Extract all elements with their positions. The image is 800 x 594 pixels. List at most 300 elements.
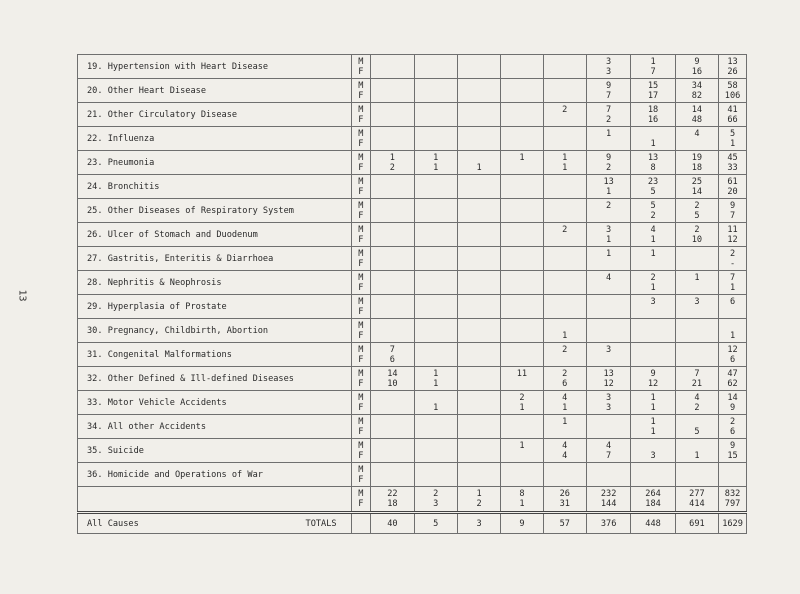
sex-total-cell-f: 184	[645, 499, 661, 509]
all-causes-wrap	[87, 519, 351, 529]
value-cell-m	[544, 273, 586, 283]
sex-labels	[351, 295, 371, 319]
value-cell-f	[587, 331, 630, 341]
value-cell-m	[501, 129, 542, 139]
value-cell	[586, 151, 630, 175]
cause-label: 28. Nephritis & Neophrosis	[78, 271, 352, 295]
value-cell	[371, 463, 414, 487]
value-cell	[675, 271, 718, 295]
value-cell-f	[371, 115, 413, 125]
value-cell-m	[676, 465, 718, 475]
value-cell	[675, 55, 718, 79]
value-cell-m	[415, 105, 457, 115]
value-cell-f	[631, 475, 674, 485]
sex-label-f: F	[358, 306, 364, 317]
value-cell	[586, 247, 630, 271]
value-cell-f: 4	[562, 450, 568, 461]
value-cell-m	[501, 177, 542, 187]
value-cell-m: 6	[729, 296, 736, 307]
value-cell	[501, 463, 543, 487]
value-cell	[631, 463, 675, 487]
value-cell-f: 1	[729, 282, 736, 293]
value-cell-m	[676, 345, 718, 355]
value-cell-f	[501, 163, 542, 173]
sex-total-cell-f: 2	[476, 499, 482, 509]
value-cell-m	[415, 417, 457, 427]
value-cell	[631, 439, 675, 463]
value-cell	[675, 103, 718, 127]
sex-label-m: M	[358, 152, 364, 163]
value-cell-f	[631, 259, 674, 269]
value-cell	[675, 175, 718, 199]
mortality-table	[77, 54, 747, 534]
all-causes-label: All Causes	[87, 518, 139, 529]
value-cell-m	[458, 177, 500, 187]
value-cell-m: 1	[606, 248, 612, 259]
value-cell-m: 4	[562, 392, 568, 403]
value-cell-f	[587, 283, 630, 293]
value-cell-f	[631, 307, 674, 317]
value-cell-f	[544, 115, 586, 125]
value-cell-m	[458, 417, 500, 427]
value-cell-f	[371, 91, 413, 101]
value-cell	[543, 415, 586, 439]
value-cell-m: 4	[694, 392, 700, 403]
value-cell	[631, 415, 675, 439]
value-cell-m: 1	[433, 152, 439, 163]
value-cell	[719, 175, 747, 199]
value-cell-m	[544, 57, 586, 67]
sex-label-f: F	[358, 402, 364, 413]
value-cell-m: 9	[729, 200, 736, 211]
value-cell	[631, 55, 675, 79]
value-cell	[675, 343, 718, 367]
sex-label-m: M	[358, 296, 364, 307]
value-cell-m: 9	[650, 368, 656, 379]
value-cell	[457, 127, 500, 151]
value-cell	[675, 391, 718, 415]
value-cell-m: 11	[516, 368, 528, 379]
value-cell	[586, 295, 630, 319]
sex-label-f: F	[358, 354, 364, 365]
value-cell	[371, 127, 414, 151]
value-cell-m	[501, 297, 542, 307]
value-cell-m	[415, 465, 457, 475]
value-cell	[719, 439, 747, 463]
sex-total-cell-m: 277	[689, 489, 705, 499]
totals-row	[78, 513, 747, 534]
value-cell-f	[501, 115, 542, 125]
value-cell	[543, 55, 586, 79]
value-cell-f: 1	[650, 234, 656, 245]
value-cell-f	[371, 427, 413, 437]
value-cell	[543, 295, 586, 319]
value-cell	[719, 463, 747, 487]
value-cell-m: 25	[691, 176, 703, 187]
sex-label-m: M	[358, 272, 364, 283]
value-cell-m: 47	[727, 368, 738, 379]
value-cell	[501, 79, 543, 103]
value-cell-f	[719, 307, 746, 317]
value-cell-f	[371, 211, 413, 221]
value-cell-f: 82	[691, 90, 703, 101]
value-cell-f: 33	[727, 162, 738, 173]
value-cell-m: 2	[694, 224, 700, 235]
value-cell-f	[544, 139, 586, 149]
cause-label: 31. Congenital Malformations	[78, 343, 352, 367]
value-cell	[371, 343, 414, 367]
value-cell	[675, 151, 718, 175]
value-cell-m	[415, 129, 457, 139]
value-cell	[501, 127, 543, 151]
value-cell-f	[501, 331, 542, 341]
value-cell	[371, 223, 414, 247]
value-cell-f: 1	[650, 426, 656, 437]
value-cell-m: 14	[727, 392, 738, 403]
sex-total-cell-m: 232	[600, 489, 617, 499]
totals-sex-blank	[351, 513, 371, 534]
sex-label-m: M	[358, 464, 364, 475]
value-cell-f	[458, 427, 500, 437]
value-cell-m	[587, 417, 630, 427]
value-cell	[457, 439, 500, 463]
value-cell	[586, 175, 630, 199]
value-cell	[719, 415, 747, 439]
value-cell	[414, 439, 457, 463]
value-cell-f	[587, 211, 630, 221]
value-cell	[414, 463, 457, 487]
value-cell-f	[544, 91, 586, 101]
value-cell-f: 16	[691, 66, 703, 77]
value-cell-f	[415, 139, 457, 149]
cause-label: 25. Other Diseases of Respiratory System	[78, 199, 352, 223]
sex-label-f: F	[358, 282, 364, 293]
value-cell-f	[415, 259, 457, 269]
value-cell-f	[415, 427, 457, 437]
value-cell	[631, 367, 675, 391]
value-cell	[371, 271, 414, 295]
value-cell	[414, 415, 457, 439]
value-cell-f	[371, 307, 413, 317]
value-cell-f: 6	[729, 354, 736, 365]
value-cell-m: 1	[389, 152, 395, 163]
value-cell	[371, 319, 414, 343]
value-cell-m	[371, 201, 413, 211]
sex-total-cell-m: 832	[724, 489, 741, 499]
value-cell-f	[676, 475, 718, 485]
value-cell-f	[631, 355, 674, 365]
value-cell-f	[371, 235, 413, 245]
value-cell	[414, 103, 457, 127]
value-cell	[631, 175, 675, 199]
value-cell-m: 1	[650, 248, 656, 259]
sex-label-f: F	[358, 90, 364, 101]
value-cell-m	[458, 201, 500, 211]
value-cell-m: 1	[650, 56, 656, 67]
value-cell-m	[458, 273, 500, 283]
value-cell-m: 2	[729, 248, 736, 259]
value-cell-f	[371, 283, 413, 293]
total-cell: 5	[414, 513, 457, 534]
sex-label-f: F	[358, 426, 364, 437]
value-cell-f	[415, 211, 457, 221]
value-cell-m: 3	[606, 392, 612, 403]
cause-label: 19. Hypertension with Heart Disease	[78, 55, 352, 79]
value-cell-f: 16	[647, 114, 659, 125]
value-cell	[543, 463, 586, 487]
value-cell-m: 34	[691, 80, 703, 91]
cause-label: 32. Other Defined & Ill-defined Diseases	[78, 367, 352, 391]
value-cell-m: 13	[647, 152, 659, 163]
value-cell	[543, 319, 586, 343]
value-cell	[501, 367, 543, 391]
value-cell	[631, 127, 675, 151]
value-cell	[457, 343, 500, 367]
value-cell-f	[458, 115, 500, 125]
value-cell-m: 14	[387, 368, 398, 379]
value-cell	[631, 343, 675, 367]
value-cell-f	[544, 427, 586, 437]
value-cell-f	[501, 187, 542, 197]
sex-labels	[351, 151, 371, 175]
value-cell-m	[458, 321, 500, 331]
value-cell-m: 2	[519, 392, 525, 403]
value-cell-m	[458, 465, 500, 475]
value-cell	[457, 319, 500, 343]
value-cell-f: 3	[606, 402, 612, 413]
value-cell-f	[371, 451, 413, 461]
value-cell	[586, 127, 630, 151]
value-cell-f	[501, 91, 542, 101]
value-cell-f	[587, 259, 630, 269]
value-cell	[457, 223, 500, 247]
value-cell-f	[676, 283, 718, 293]
value-cell-m: 7	[606, 104, 612, 115]
value-cell-m	[458, 105, 500, 115]
value-cell	[457, 199, 500, 223]
value-cell-f	[415, 307, 457, 317]
cause-label: 35. Suicide	[78, 439, 352, 463]
sex-label-m: M	[358, 200, 364, 211]
sex-label-f: F	[358, 474, 364, 485]
value-cell-m: 1	[519, 440, 525, 451]
sex-label-f: F	[358, 138, 364, 149]
value-cell	[371, 199, 414, 223]
sex-label-m: M	[358, 248, 364, 259]
sex-label-m: M	[358, 368, 364, 379]
value-cell-f	[544, 355, 586, 365]
value-cell-m	[501, 201, 542, 211]
sex-label-m: M	[358, 104, 364, 115]
value-cell-m	[676, 249, 718, 259]
value-cell-m	[501, 249, 542, 259]
table-row	[78, 127, 747, 151]
value-cell	[675, 367, 718, 391]
value-cell	[719, 127, 747, 151]
value-cell	[371, 55, 414, 79]
table-row	[78, 55, 747, 79]
value-cell	[414, 367, 457, 391]
value-cell	[543, 175, 586, 199]
value-cell-f	[371, 139, 413, 149]
value-cell-m: 2	[562, 224, 568, 235]
value-cell-f: 62	[727, 378, 738, 389]
value-cell-f	[458, 355, 500, 365]
table-row	[78, 151, 747, 175]
value-cell-m	[719, 321, 746, 331]
value-cell-f: 7	[606, 450, 612, 461]
value-cell-m	[544, 465, 586, 475]
value-cell-m	[371, 393, 413, 403]
table-row	[78, 271, 747, 295]
value-cell-m	[371, 417, 413, 427]
value-cell-f	[501, 283, 542, 293]
value-cell-f: 1	[650, 138, 656, 149]
value-cell-f	[458, 187, 500, 197]
sex-labels	[351, 343, 371, 367]
value-cell	[586, 79, 630, 103]
value-cell-m	[587, 465, 630, 475]
value-cell	[414, 151, 457, 175]
value-cell	[501, 199, 543, 223]
value-cell-f: 1	[433, 162, 439, 173]
sex-labels	[351, 199, 371, 223]
sex-label-m: M	[358, 176, 364, 187]
value-cell	[586, 103, 630, 127]
value-cell	[457, 391, 500, 415]
value-cell-m	[415, 321, 457, 331]
sex-label-m: M	[358, 224, 364, 235]
value-cell	[414, 319, 457, 343]
value-cell-f: 1	[729, 330, 736, 341]
sex-label-m: M	[358, 56, 364, 67]
value-cell	[719, 247, 747, 271]
value-cell	[414, 271, 457, 295]
value-cell-m	[458, 345, 500, 355]
value-cell-m	[501, 105, 542, 115]
sex-total-cell-f: 797	[724, 499, 741, 509]
value-cell	[543, 79, 586, 103]
value-cell-f	[501, 379, 542, 389]
value-cell	[457, 295, 500, 319]
value-cell	[543, 439, 586, 463]
page-number: 13	[16, 289, 28, 302]
value-cell-f	[501, 451, 542, 461]
value-cell-f	[587, 139, 630, 149]
value-cell-f: 106	[724, 90, 741, 101]
value-cell-f	[415, 283, 457, 293]
value-cell-f	[458, 307, 500, 317]
value-cell-f	[458, 211, 500, 221]
value-cell-f	[544, 211, 586, 221]
value-cell	[719, 295, 747, 319]
sex-labels	[351, 415, 371, 439]
value-cell-f: 10	[691, 234, 703, 245]
value-cell-m: 2	[650, 272, 656, 283]
value-cell-m: 1	[519, 152, 525, 163]
total-cell: 691	[675, 513, 718, 534]
value-cell	[543, 127, 586, 151]
sex-total-cell-m: 22	[387, 489, 398, 499]
value-cell	[719, 271, 747, 295]
value-cell-f: 17	[647, 90, 659, 101]
sex-total-cell	[675, 487, 718, 513]
value-cell-f: 1	[519, 402, 525, 413]
value-cell-m	[719, 465, 746, 475]
value-cell-m: 3	[606, 224, 612, 235]
value-cell-f	[415, 67, 457, 77]
value-cell-f: 12	[727, 234, 738, 245]
value-cell-m	[501, 57, 542, 67]
sex-label-f: F	[358, 66, 364, 77]
sex-label-m: M	[358, 489, 364, 499]
value-cell-f: 18	[691, 162, 703, 173]
value-cell	[631, 319, 675, 343]
value-cell-m	[676, 321, 718, 331]
value-cell-m: 2	[606, 200, 612, 211]
value-cell-m	[458, 129, 500, 139]
value-cell-m: 2	[562, 104, 568, 115]
value-cell-m: 3	[694, 296, 700, 307]
value-cell-f	[371, 67, 413, 77]
value-cell	[675, 439, 718, 463]
value-cell	[586, 439, 630, 463]
sex-labels	[351, 487, 371, 513]
value-cell-m	[415, 81, 457, 91]
value-cell-f: -	[729, 258, 736, 269]
cause-label: 26. Ulcer of Stomach and Duodenum	[78, 223, 352, 247]
sex-labels	[351, 175, 371, 199]
value-cell	[631, 391, 675, 415]
value-cell-m	[371, 465, 413, 475]
value-cell	[414, 343, 457, 367]
value-cell-f	[501, 427, 542, 437]
value-cell-m	[371, 177, 413, 187]
value-cell-m	[544, 249, 586, 259]
value-cell	[457, 415, 500, 439]
value-cell	[543, 223, 586, 247]
value-cell-f: 10	[387, 378, 398, 389]
sex-label-f: F	[358, 450, 364, 461]
value-cell-m	[371, 297, 413, 307]
value-cell-f: 1	[433, 378, 439, 389]
sex-total-cell-f: 414	[689, 499, 705, 509]
value-cell-f	[458, 91, 500, 101]
sex-totals-blank	[78, 487, 352, 513]
value-cell-f: 15	[727, 450, 738, 461]
value-cell-m: 13	[603, 368, 614, 379]
sex-labels	[351, 127, 371, 151]
sex-total-cell-m: 1	[476, 489, 482, 499]
value-cell-m	[544, 297, 586, 307]
value-cell	[414, 199, 457, 223]
total-cell: 3	[457, 513, 500, 534]
value-cell-m: 61	[727, 176, 738, 187]
value-cell-m: 9	[606, 80, 612, 91]
value-cell	[414, 295, 457, 319]
value-cell-f: 7	[606, 90, 612, 101]
sex-total-cell	[501, 487, 543, 513]
value-cell	[586, 463, 630, 487]
cause-label: 21. Other Circulatory Disease	[78, 103, 352, 127]
value-cell-f: 1	[694, 450, 700, 461]
value-cell-m	[587, 297, 630, 307]
value-cell-m: 1	[606, 128, 612, 139]
sex-label-f: F	[358, 186, 364, 197]
value-cell-f: 1	[562, 402, 568, 413]
value-cell	[543, 151, 586, 175]
value-cell-f	[501, 259, 542, 269]
